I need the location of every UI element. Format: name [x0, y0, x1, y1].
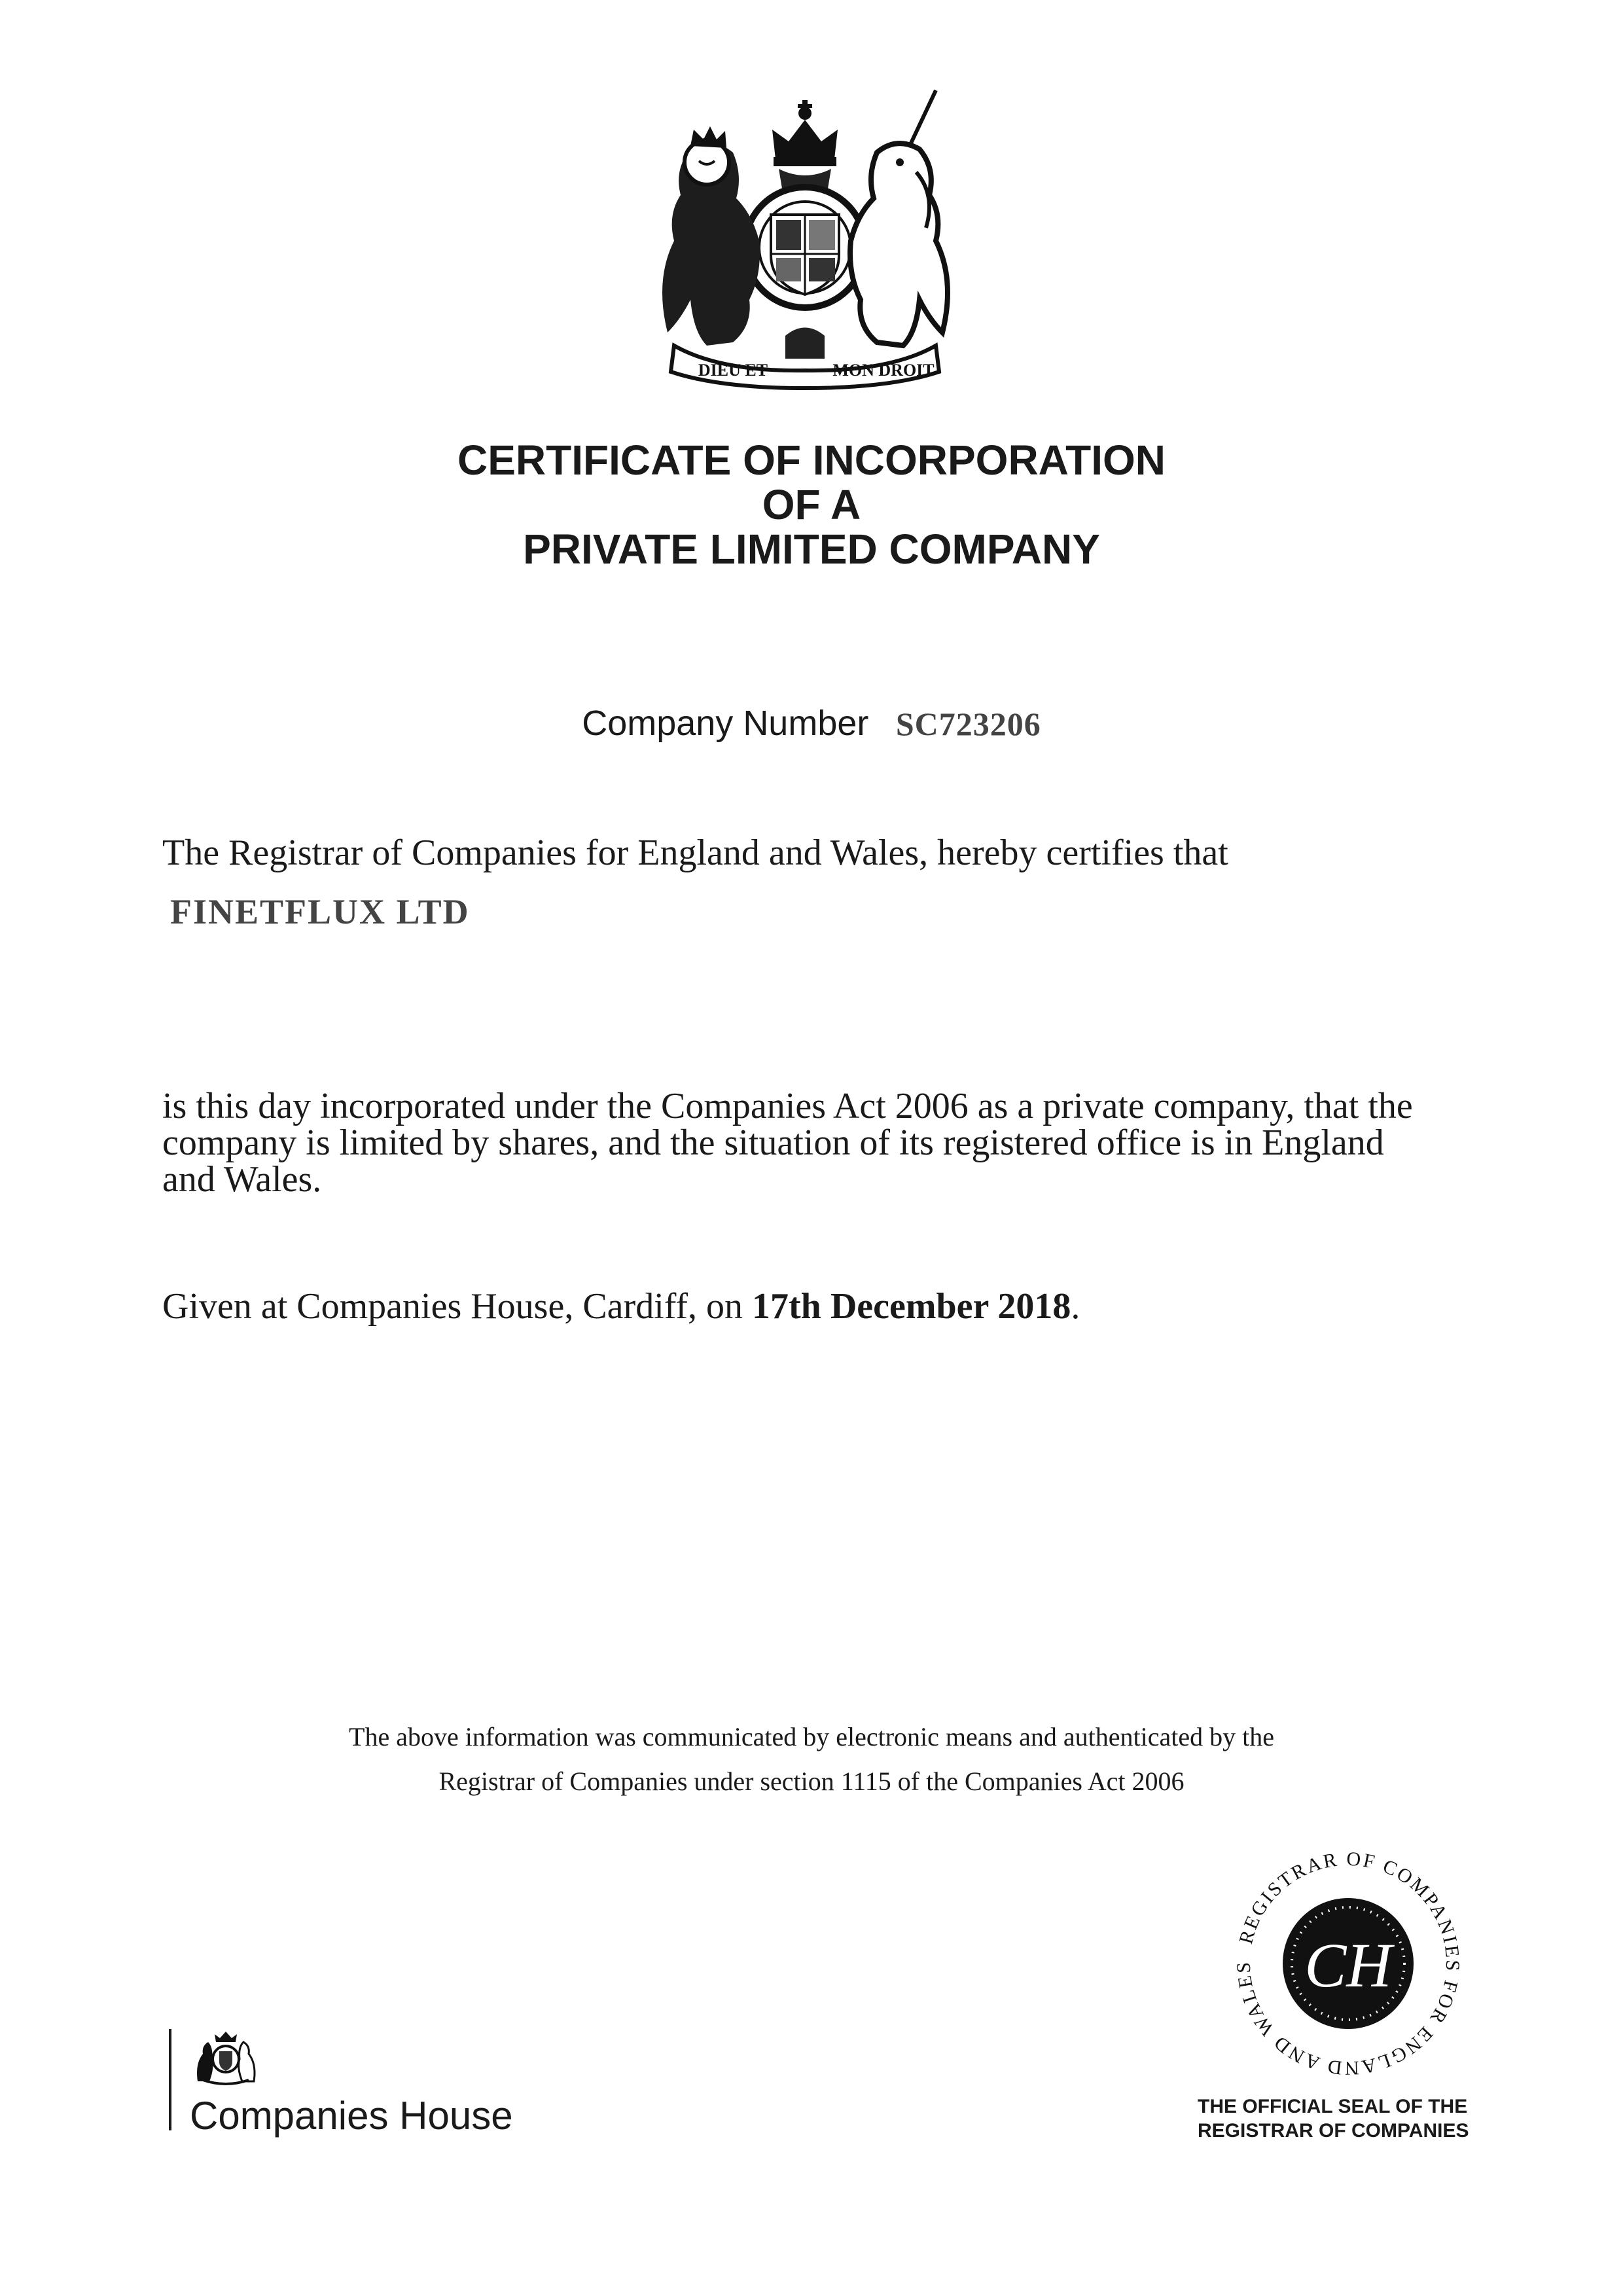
- given-prefix: Given at Companies House, Cardiff, on: [162, 1286, 753, 1327]
- company-number-label: Company Number: [582, 704, 869, 743]
- certificate-title-line-1: CERTIFICATE OF INCORPORATION: [457, 437, 1166, 484]
- statement-line-2: company is limited by shares, and the situation of its registered office is in England: [162, 1122, 1384, 1163]
- seal-caption-line-2: REGISTRAR OF COMPANIES: [1198, 2120, 1469, 2142]
- seal-monogram: CH: [1304, 1930, 1392, 2000]
- companies-house-crest-icon: [190, 2028, 262, 2087]
- company-name: FINETFLUX LTD: [170, 892, 470, 931]
- shield-icon: [771, 215, 839, 295]
- logo-divider-bar: [169, 2029, 171, 2130]
- authentication-note-line-1: The above information was communicated by electronic means and authenticated by the: [349, 1722, 1274, 1751]
- unicorn-supporter-icon: [850, 90, 948, 346]
- given-suffix: .: [1071, 1286, 1080, 1327]
- given-at-statement: [162, 1288, 1484, 1325]
- incorporation-date: 17th December 2018: [752, 1286, 1071, 1327]
- certificate-title-line-3: PRIVATE LIMITED COMPANY: [523, 526, 1100, 573]
- companies-house-wordmark: Companies House: [190, 2094, 513, 2138]
- authentication-note-line-2: Registrar of Companies under section 1115 of the Companies Act 2006: [438, 1767, 1185, 1796]
- seal-ring-text: REGISTRAR OF COMPANIES FOR ENGLAND AND WALES: [1232, 1848, 1464, 2079]
- crown-icon: [772, 100, 838, 166]
- seal-caption: [1198, 2094, 1499, 2143]
- company-number-row: [0, 700, 1623, 747]
- registrar-seal: [1224, 1839, 1472, 2088]
- statement-line-3: and Wales.: [162, 1159, 322, 1200]
- authentication-note: [0, 1715, 1623, 1804]
- motto-left: DIEU ET: [698, 361, 768, 380]
- lion-supporter-icon: [662, 126, 760, 346]
- seal-caption-line-1: THE OFFICIAL SEAL OF THE: [1198, 2096, 1468, 2117]
- royal-coat-of-arms: [628, 84, 982, 391]
- motto-right: MON DROIT: [832, 361, 935, 380]
- statement-line-1: is this day incorporated under the Companies Act 2006 as a private company, that the: [162, 1086, 1413, 1126]
- company-number-value: SC723206: [895, 706, 1041, 742]
- certificate-title-line-2: OF A: [762, 481, 861, 528]
- certification-intro: The Registrar of Companies for England and Wales, hereby certifies that: [162, 833, 1228, 873]
